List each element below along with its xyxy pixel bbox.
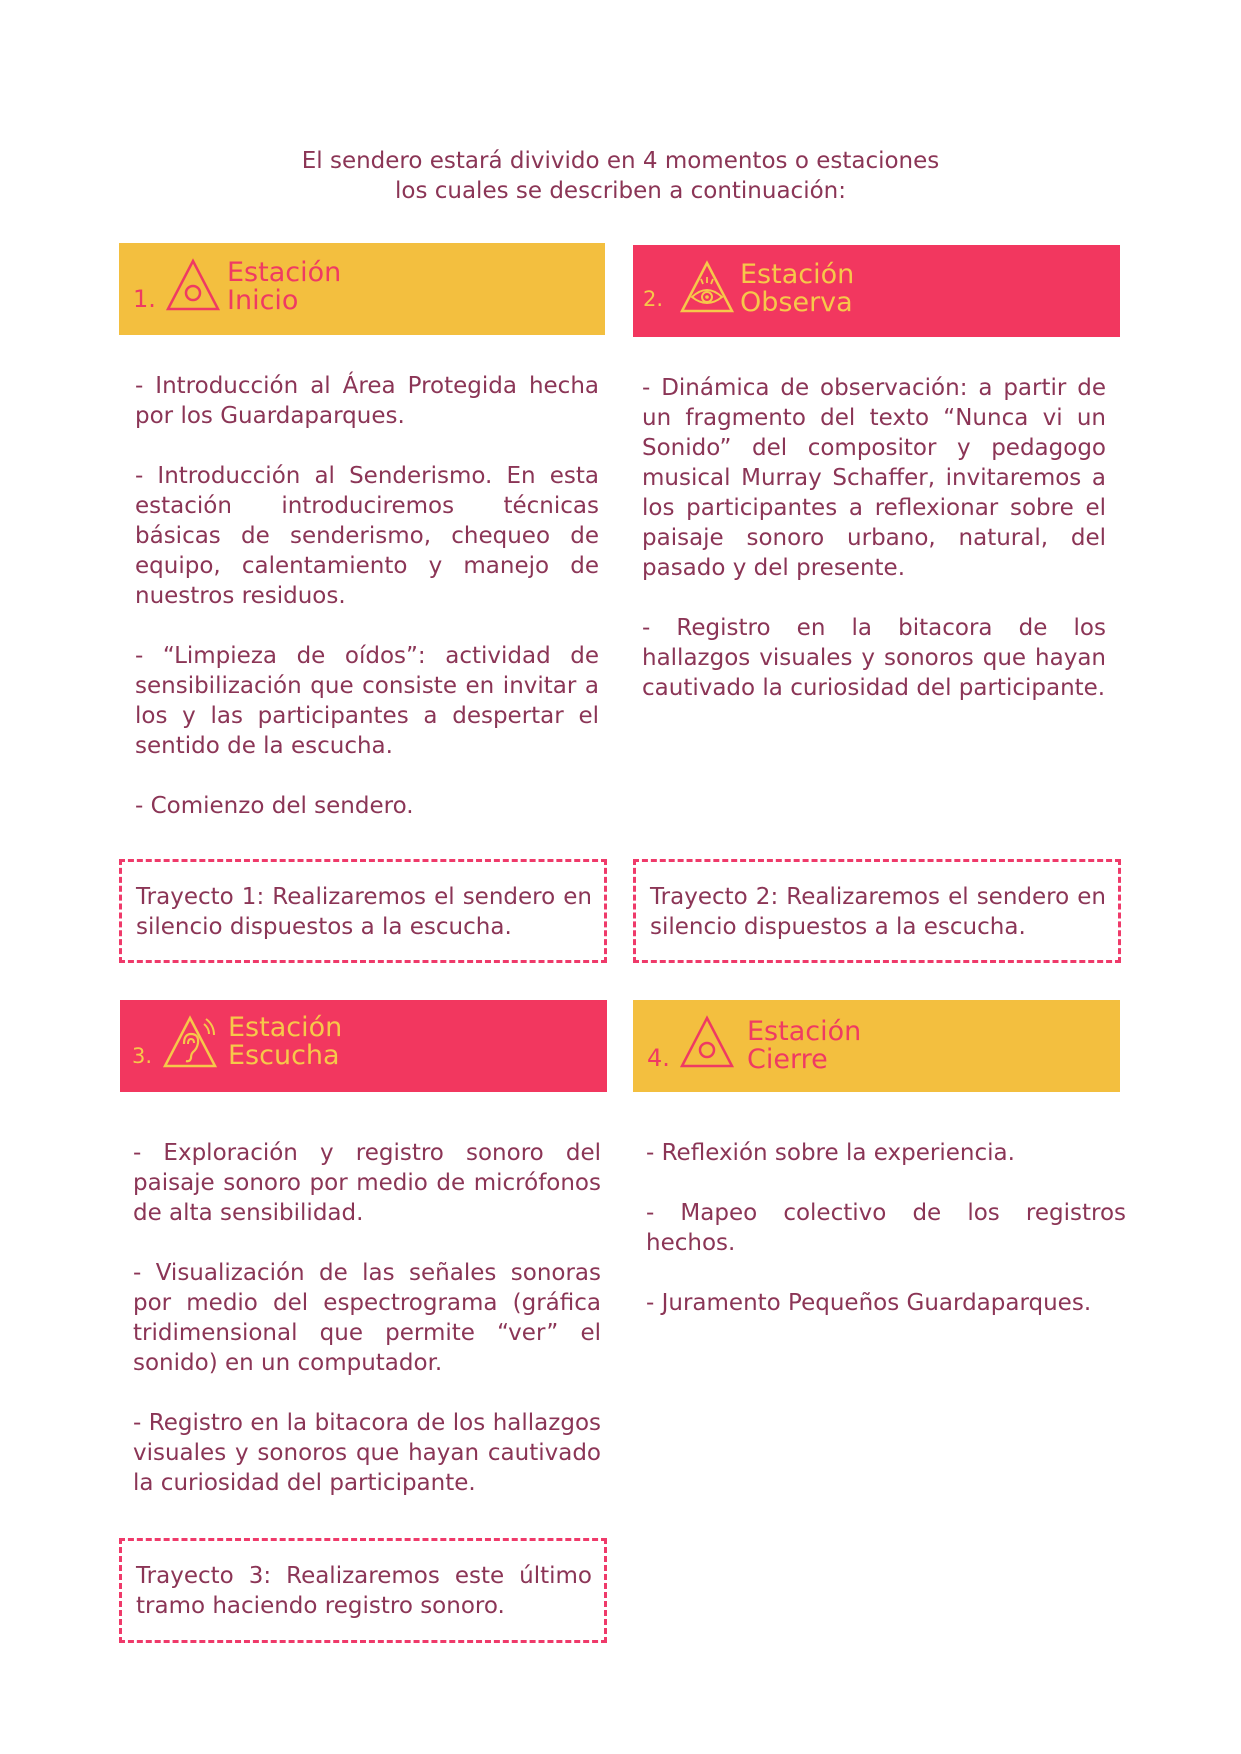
station-2-content xyxy=(642,373,1106,733)
station-4-content xyxy=(646,1138,1126,1348)
station-1-title-line2: Inicio xyxy=(227,285,299,316)
route-2-box xyxy=(633,859,1121,963)
list-item: - Juramento Pequeños Guardaparques. xyxy=(646,1290,1092,1316)
intro-line-2: los cuales se describen a continuación: xyxy=(394,178,846,204)
list-item: - Dinámica de observación: a partir de un fragmento del texto “Nunca vi un Sonido” del compositor y pedagogo musical Murray Schaffer, invitaremos a los participantes a reflexionar sobre el paisaje sonoro urbano, natural, del pasado y del presente. xyxy=(642,375,1106,581)
intro-line-1: El sendero estará divivido en 4 momentos o estaciones xyxy=(301,148,940,174)
intro-text xyxy=(0,146,1241,206)
route-3-box xyxy=(119,1538,607,1643)
list-item: - Mapeo colectivo de los registros hechos. xyxy=(646,1200,1126,1256)
station-3-title-line2: Escucha xyxy=(228,1040,340,1071)
station-1-content xyxy=(135,371,599,851)
station-1-title xyxy=(227,259,341,315)
triangle-circle-icon xyxy=(165,257,221,313)
station-2-number: 2. xyxy=(643,287,664,311)
list-item: - Registro en la bitacora de los hallazgos visuales y sonoros que hayan cautivado la curiosidad del participante. xyxy=(642,615,1106,701)
list-item: - Exploración y registro sonoro del paisaje sonoro por medio de micrófonos de alta sensibilidad. xyxy=(133,1140,601,1226)
station-2-banner xyxy=(633,245,1120,337)
list-item: - Introducción al Área Protegida hecha por los Guardaparques. xyxy=(135,373,599,429)
station-4-title-line2: Cierre xyxy=(747,1044,828,1075)
triangle-circle-icon xyxy=(679,1014,735,1070)
triangle-ear-icon xyxy=(162,1014,222,1070)
list-item: - Visualización de las señales sonoras por medio del espectrograma (gráfica tridimensional que permite “ver” el sonido) en un computador. xyxy=(133,1260,601,1376)
list-item: - Registro en la bitacora de los hallazgos visuales y sonoros que hayan cautivado la curiosidad del participante. xyxy=(133,1410,601,1496)
list-item: - Introducción al Senderismo. En esta estación introduciremos técnicas básicas de senderismo, chequeo de equipo, calentamiento y manejo de nuestros residuos. xyxy=(135,463,599,609)
route-1-text: Trayecto 1: Realizaremos el sendero en silencio dispuestos a la escucha. xyxy=(136,884,592,940)
station-2-title xyxy=(740,261,854,317)
list-item: - Reflexión sobre la experiencia. xyxy=(646,1140,1015,1166)
triangle-eye-icon xyxy=(679,259,735,315)
station-1-number: 1. xyxy=(133,285,156,313)
station-3-content xyxy=(133,1138,601,1528)
station-4-banner xyxy=(633,1000,1120,1092)
list-item: - Comienzo del sendero. xyxy=(135,793,414,819)
station-2-title-line2: Observa xyxy=(740,287,853,318)
station-4-number: 4. xyxy=(647,1044,670,1072)
station-1-banner xyxy=(119,243,605,335)
station-3-banner xyxy=(120,1000,607,1092)
station-3-number: 3. xyxy=(132,1044,153,1068)
station-4-title-line1: Estación xyxy=(747,1016,862,1047)
station-3-title-line1: Estación xyxy=(228,1012,343,1043)
route-1-box xyxy=(119,859,607,963)
list-item: - “Limpieza de oídos”: actividad de sensibilización que consiste en invitar a los y las participantes a despertar el sentido de la escucha. xyxy=(135,643,599,759)
station-3-title xyxy=(228,1014,342,1070)
route-3-text: Trayecto 3: Realizaremos este último tramo haciendo registro sonoro. xyxy=(136,1563,592,1619)
station-1-title-line1: Estación xyxy=(227,257,342,288)
station-2-title-line1: Estación xyxy=(740,259,855,290)
station-4-title xyxy=(747,1018,861,1074)
route-2-text: Trayecto 2: Realizaremos el sendero en silencio dispuestos a la escucha. xyxy=(650,884,1106,940)
